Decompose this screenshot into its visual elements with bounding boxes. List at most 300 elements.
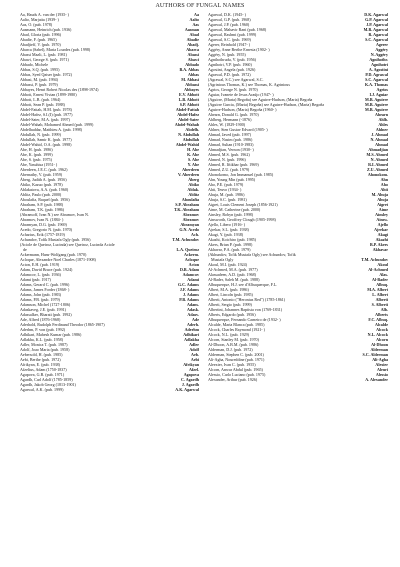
author-abbreviation: Abdelh.	[185, 127, 199, 132]
author-abbreviation: K. Abe	[187, 152, 199, 157]
author-abbreviation: J.P. Agarwal	[366, 22, 388, 27]
author-name: Abramov, Ivan N. (1884- )	[20, 217, 64, 222]
author-abbreviation: Akazhi	[375, 237, 388, 242]
author-abbreviation: L.A. Queiroz	[176, 247, 199, 252]
author-abbreviation: Alberti	[375, 297, 388, 302]
author-abbreviation: J. Ahmad	[371, 132, 388, 137]
author-abbreviation: Adolf	[189, 347, 199, 352]
author-abbreviation: Abadie	[186, 37, 199, 42]
author-name: Aigret, Louis Clement Joseph (1856-1921)	[208, 202, 278, 207]
author-abbreviation: Ahlner	[375, 127, 388, 132]
author-name: Ahonokomo, Jon Immanuel (pub. 1985)	[208, 172, 274, 177]
author-name: Agarwal, S.C. (pub. 1969)	[208, 37, 251, 42]
author-name: Agerer, Reinhold (1947- )	[208, 42, 251, 47]
author-abbreviation: Alderman	[370, 347, 388, 352]
author-abbreviation: M.R. Agarwal	[363, 27, 388, 32]
author-abbreviation: Ade	[192, 317, 199, 322]
author-name: Ahmadjian, Vernon (1930- )	[208, 147, 254, 152]
author-abbreviation: Ajrekar	[374, 227, 388, 232]
author-abbreviation: S. Abe	[187, 157, 199, 162]
author-abbreviation: Abramov	[182, 217, 199, 222]
author-name: Ainsley, Robyn (pub. 1998)	[208, 212, 254, 217]
author-name: Ahti, Teuvo (1934- )	[208, 187, 242, 192]
author-name: Ahmad, Sultan (1910-1983)	[208, 142, 254, 147]
author-abbreviation: Abawi	[187, 57, 199, 62]
author-name: Aderhold, Rudolph Ferdinand Theodor (1865-1907)	[20, 322, 105, 327]
author-abbreviation: Agerer	[375, 42, 388, 47]
author-abbreviation: Ali-Agha	[372, 357, 388, 362]
author-name: Aboulafia, Raquel (pub. 1956)	[20, 197, 70, 202]
author-name: Aebersold, H. (pub. 1985)	[20, 352, 63, 357]
author-name: Ahmad, Nasim (pub. 1986)	[208, 137, 253, 142]
author-abbreviation: Adami	[187, 277, 199, 282]
author-abbreviation: Alb.	[380, 307, 388, 312]
author-abbreviation: Z.U. Ahmed	[366, 167, 388, 172]
author-name: Ackermann, Hans-Wolfgang (pub. 1970)	[20, 252, 87, 257]
author-abbreviation: S.P. Abbott	[179, 102, 199, 107]
author-name: Aggéry, N. (pub. 1955)	[208, 52, 246, 57]
author-abbreviation: M.A. Albert	[367, 287, 388, 292]
author-abbreviation: P.B. Adams	[179, 297, 199, 302]
author-abbreviation: L. Albert	[372, 292, 388, 297]
author-name: (Abramoff, Ivan N.) see Abramov, Ivan N.	[20, 212, 89, 217]
author-abbreviation: T.M. Achundov	[361, 257, 388, 262]
author-abbreviation: Abad	[189, 32, 199, 37]
author-abbreviation: P.D. Agrawal	[365, 72, 388, 77]
author-abbreviation: Ainsw.	[376, 217, 388, 222]
author-name: Albertini, Johannes Baptista von (1769-1831)	[208, 307, 283, 312]
author-name: Alexander, Arthur (pub. 1926)	[208, 377, 258, 382]
author-abbreviation: M.B. Aguirre	[365, 102, 388, 107]
author-name: Adolf, Joao Maria (pub. 1958)	[20, 347, 70, 352]
author-abbreviation: M.S. Ahmed	[366, 152, 388, 157]
author-abbreviation: S.C. Agarwal	[365, 77, 388, 82]
author-name: Abe, K. (pub. 1999)	[20, 152, 53, 157]
author-name: Agnihothrudu, V. (pub. 1956)	[208, 57, 256, 62]
author-abbreviation: Åberg	[188, 177, 199, 182]
author-name: Ahlberg, Hermann (-1876)	[208, 117, 252, 122]
author-abbreviation: Agnihothr.	[369, 57, 388, 62]
author-abbreviation: F.C. Albuq.	[368, 317, 388, 322]
author-abbreviation: Alcorn	[376, 337, 388, 342]
author-name: Ahles, W. (1829-1900)	[208, 122, 246, 127]
author-name: Abdel-Fattah, H.M. (pub. 1978)	[20, 107, 72, 112]
author-abbreviation: J. Adams	[183, 292, 199, 297]
author-name: Abe, S. (pub. 1975)	[20, 157, 52, 162]
author-name: Abad, Gloria (pub. 1996)	[20, 32, 62, 37]
author-abbreviation: S.C. Alderman	[362, 352, 388, 357]
author-abbreviation: T.K. Abraham	[174, 207, 199, 212]
author-name: Agnihotri, V.P. (pub. 1960)	[208, 62, 252, 67]
author-abbreviation: Ahmadjian	[368, 147, 388, 152]
author-name: Abadie, F. (pub. 1965)	[20, 37, 57, 42]
author-entry	[20, 387, 199, 392]
author-abbreviation: Ablitz	[188, 192, 199, 197]
author-abbreviation: J.F. Adams	[179, 287, 199, 292]
author-name: Abdel-Hafez, S.I.(I) (pub. 1977)	[20, 112, 73, 117]
author-name: Ahmed, M.S. (pub. 1962)	[208, 152, 250, 157]
author-name: Acloque, Alexandre Noel Charles (1871-1908)	[20, 257, 96, 262]
author-abbreviation: Albuq.	[376, 282, 388, 287]
author-name: Achundov, Tofik Mustafa Ogly (pub. 1956)	[20, 237, 91, 242]
author-abbreviation: D.K. Agarwal	[364, 12, 388, 17]
author-name: Ainsworth, Geoffrey Clough (1905-1998)	[208, 217, 276, 222]
author-name: Åberg, Judith A. (pub. 1956)	[20, 177, 67, 182]
author-name: Abarca (Sabel), Maria Lourdes (pub. 1998)	[20, 47, 91, 52]
author-abbreviation: N. Ahmad	[370, 137, 388, 142]
author-name: Albuquerque, Fernando Carneiro de (1932- )	[208, 317, 281, 322]
author-name: Abbas, Syed Qaiser (pub. 1972)	[20, 72, 72, 77]
author-name: Agardh, Carl Adolf (1785-1859)	[20, 377, 73, 382]
author-name: Albert, Lincoln (pub. 1985)	[208, 292, 253, 297]
author-name: Aas, O. (pub. 1978)	[20, 22, 53, 27]
author-abbreviation: Akagi	[377, 232, 388, 237]
author-abbreviation: Abbas	[187, 72, 199, 77]
author-name: (Aguirre Garcia, (Maria) Begoña) see Aguirre-Hudson, (Maria) Begoña	[208, 102, 325, 107]
author-abbreviation: Abassi	[187, 52, 199, 57]
author-name: Aa, Hauds A. van der (1935- )	[20, 12, 69, 17]
author-name: Ahmed, R. Iftikhar (pub. 1969)	[208, 162, 259, 167]
author-abbreviation: Abadj.	[187, 42, 199, 47]
author-name: Abbassi, P. (pub. 1979)	[20, 82, 58, 87]
author-abbreviation: N. Ahmed	[370, 157, 388, 162]
author-name: Ahmad, Javed (pub. 1997)	[208, 132, 252, 137]
author-abbreviation: N.L. Alcock	[367, 332, 388, 337]
author-name: Alcalde, Maria Blanca (pub. 1985)	[208, 322, 265, 327]
author-name: Afrikyan, E. (pub. 1938)	[20, 362, 61, 367]
author-name: Agrios, George N. (pub. 1970)	[208, 87, 258, 92]
author-abbreviation: Abdel-Fattah	[175, 107, 199, 112]
author-name: Abbado, Michele	[20, 62, 49, 67]
author-name: Ablitz, Paulo (pub. 2000)	[20, 192, 62, 197]
author-abbreviation: Aa	[194, 12, 199, 17]
author-abbreviation: Adlakha	[184, 337, 199, 342]
author-abbreviation: M.B. Aguirre	[365, 107, 388, 112]
author-name: (Agrawal, S.C.) see Agarwal, S.C.	[208, 77, 264, 82]
author-name: Abassi Mazli, L. (pub. 1981)	[20, 52, 67, 57]
author-name: Abdelhaddar, Matthieu A. (pub. 1998)	[20, 127, 82, 132]
author-abbreviation: Aderhm	[184, 327, 199, 332]
author-abbreviation: Aboulafia	[181, 197, 199, 202]
author-abbreviation: Aalto	[189, 17, 199, 22]
author-name: Abdullah, Samir K. (pub. 1977)	[20, 137, 72, 142]
author-name: Adassalker, Bharati (pub. 1992)	[20, 312, 72, 317]
author-name: Ajello, Libero (1916- )	[208, 222, 246, 227]
author-name: Aguirre-Hudson, (Maria) Begoña (1960- )	[208, 107, 277, 112]
author-abbreviation: Aggéry	[375, 47, 388, 52]
author-name: Abraham, T.K. (pub. 1986)	[20, 207, 65, 212]
author-abbreviation: A. Alexander	[365, 377, 388, 382]
author-name: Al-Achmed, M.A. (pub. 1977)	[208, 267, 258, 272]
author-abbreviation: B.P. Akers	[370, 242, 388, 247]
author-name: Alassadeen, A.D. (pub. 1968)	[208, 272, 256, 277]
author-abbreviation: G.C. Adams	[177, 282, 199, 287]
author-abbreviation: R. Agarwal	[368, 32, 388, 37]
author-name: Adaskaveg, J.E. (pub. 1991)	[20, 307, 66, 312]
author-name: Agarwal, G.P. (pub. 1968)	[208, 17, 251, 22]
author-name: Ali-Agha, Noureddine (pub. 1971)	[208, 357, 265, 362]
author-name: Aleexier, Ivan C. (pub. 1955)	[208, 362, 256, 367]
author-name: de	[23, 247, 27, 252]
author-name: Abramyan, D.G. (pub. 1969)	[20, 222, 67, 227]
author-abbreviation: Akhavar	[372, 247, 388, 252]
author-abbreviation: Acloque	[184, 257, 199, 262]
author-abbreviation: Ahn	[380, 177, 388, 182]
author-abbreviation: Aleuri	[376, 367, 388, 372]
author-name: Aebi, Berthe (pub. 1972)	[20, 357, 61, 362]
author-abbreviation: Aas	[192, 22, 199, 27]
author-abbreviation: N. Aggéry	[370, 52, 388, 57]
author-abbreviation: Aeb.	[191, 352, 199, 357]
author-abbreviation: V. Aberdeen	[177, 172, 199, 177]
author-abbreviation: J. Agardh	[181, 382, 199, 387]
author-name: Abernathy, V. (pub. 1959)	[20, 172, 63, 177]
author-name: Abdullah, N. (pub. 1999)	[20, 132, 61, 137]
author-name: Adams, P.B. (pub. 1979)	[20, 297, 60, 302]
author-name: Akazhi, Koichiro (pub. 1985)	[208, 237, 256, 242]
author-abbreviation: Aho	[380, 182, 388, 187]
author-name: Ahn, Young Min (pub. 1995)	[208, 177, 256, 182]
author-abbreviation: E.V. Abbott	[178, 92, 199, 97]
author-abbreviation: Abdullah	[182, 137, 199, 142]
author-abbreviation: Agnihotri	[371, 62, 388, 67]
author-name: Abbasi, M. (pub. 1994)	[20, 77, 58, 82]
author-abbreviation: D.B. Adam	[179, 267, 199, 272]
author-name: Adlakha, K.L. (pub. 1958)	[20, 337, 64, 342]
author-name: Adler, Monica T. (pub. 1987)	[20, 342, 68, 347]
author-name: Abawi, George S. (pub. 1971)	[20, 57, 69, 62]
author-abbreviation: Ach.	[191, 232, 199, 237]
author-abbreviation: Ahti	[380, 187, 388, 192]
author-name: Agapova, G.B. (pub. 1971)	[20, 372, 65, 377]
author-name: Agarwal, Mahavir Rani (pub. 1968)	[208, 27, 267, 32]
author-abbreviation: Adask.	[186, 307, 199, 312]
author-name: Alberts, Edgardo (pub. 1956)	[208, 312, 256, 317]
author-abbreviation: Abramov	[182, 212, 199, 217]
author-abbreviation: Agrios	[376, 87, 388, 92]
author-name: Aasmann, Heinrich (pub. 1936)	[20, 27, 72, 32]
author-abbreviation: Abdel-Wahab	[174, 122, 199, 127]
author-name: Aime, M. Catherine (pub. 2000)	[208, 207, 261, 212]
author-name: Abe, Yasuhisa (1951- )	[20, 162, 58, 167]
author-name: Alderman, D.J. (pub. 1972)	[208, 347, 253, 352]
author-abbreviation: L.B. Abbott	[178, 97, 199, 102]
author-abbreviation: Afzel.	[189, 367, 199, 372]
author-abbreviation: Aderh.	[186, 322, 199, 327]
author-name: Alcorn, Anwar Abdul (pub. 1965)	[208, 367, 263, 372]
author-name: Akagi, Y. (pub. 1938)	[208, 232, 244, 237]
author-abbreviation: G.P. Agarwal	[365, 17, 388, 22]
author-abbreviation: M. Abbasi	[181, 77, 199, 82]
author-abbreviation: Agapova	[183, 372, 199, 377]
author-name: Acton, E.H. (pub. 1919)	[20, 262, 60, 267]
author-abbreviation: Ackerm.	[184, 252, 199, 257]
author-abbreviation: Acton	[188, 262, 199, 267]
author-abbreviation: Alas.	[379, 272, 388, 277]
author-abbreviation: Ahuja	[377, 197, 388, 202]
author-name: Abiko, Kazuo (pub. 1978)	[20, 182, 63, 187]
author-abbreviation: C. Agardh	[181, 377, 199, 382]
author-abbreviation: H. Abe	[187, 147, 199, 152]
author-name: Al-Dhoon, A.B.M. (pub. 1986)	[208, 342, 259, 347]
author-name: Al-Bader, Saleh M. (pub. 1988)	[208, 277, 260, 282]
author-name: Agostini, Angela (pub. 1926)	[208, 67, 256, 72]
author-abbreviation: I.J. Aguiar	[369, 92, 388, 97]
author-name: Adam, David Bruce (pub. 1924)	[20, 267, 73, 272]
author-name: Abbott, L.B. (pub. 1964)	[20, 97, 61, 102]
author-abbreviation: Alessio	[375, 372, 388, 377]
author-abbreviation: Al-Bader	[372, 277, 388, 282]
author-abbreviation: Ahlb.	[378, 117, 388, 122]
author-abbreviation: Ahles	[378, 122, 388, 127]
author-name: Adhikari, Mahesh Kumar (pub. 1986)	[20, 332, 82, 337]
author-name: (Agrinious Thomas, K.) see Thomas, K. Agrinious	[208, 82, 290, 87]
author-abbreviation: S.P. Abraham	[175, 202, 199, 207]
author-name: Aguiar, Ivanete de Jesus Araújo (1947- )	[208, 92, 274, 97]
author-name: Adams, Gerard C. (pub. 1996)	[20, 282, 70, 287]
author-abbreviation: Alcalde	[374, 322, 388, 327]
author-abbreviation: Abramyan	[180, 222, 199, 227]
author-abbreviation: Adler	[189, 342, 199, 347]
author-abbreviation: K.A. Thomas	[365, 82, 388, 87]
author-abbreviation: Alberts	[375, 312, 388, 317]
author-abbreviation: A. Agostini	[368, 67, 388, 72]
author-abbreviation: Ablak.	[187, 187, 199, 192]
author-abbreviation: M.B. Aguirre	[365, 97, 388, 102]
author-name: Agarwal, Rashmi (pub. 1999)	[208, 32, 257, 37]
author-name: Adami (pub. 1917)	[20, 277, 51, 282]
author-name: Agardh, Jakob Georg (1813-1901)	[20, 382, 76, 387]
author-name: Akers, Brian P. (pub. 1998)	[208, 242, 253, 247]
author-name: Ahlner, Sten Gustav Edvard (1905- )	[208, 127, 268, 132]
author-name: Acharius, Erik (1757-1819)	[20, 232, 65, 237]
author-abbreviation: Aigret	[377, 202, 388, 207]
author-name: Agarwal, A.K. (pub. 1999)	[20, 387, 64, 392]
author-name: Abbayes, Henri Robert Nicolas des (1898-1974)	[20, 87, 99, 92]
author-abbreviation: Abdel-Sater	[178, 117, 199, 122]
author-name: Aberdeen, J.E.C. (pub. 1962)	[20, 167, 68, 172]
author-name: Mustafa Ogly	[211, 257, 234, 262]
author-abbreviation: Adans.	[186, 302, 199, 307]
author-name: Adamcov, L. (pub. 1936)	[20, 272, 61, 277]
author-name: Ahmed, Z.U. (pub. 1979)	[208, 167, 250, 172]
right-column	[208, 12, 388, 382]
author-name: Acedo, Gregorio N. (pub. 1970)	[20, 227, 73, 232]
author-name: Abdel-Wahab, Mohamed Ahmed (pub. 1999)	[20, 122, 94, 127]
author-name: Abbott, Sean P. (pub. 1988)	[20, 102, 65, 107]
author-abbreviation: S.C. Agarwal	[365, 37, 388, 42]
author-abbreviation: Alcock	[376, 327, 388, 332]
author-name: Adams, James Forder (1868- )	[20, 287, 70, 292]
author-name: Ahuja, M. (pub. 1986)	[208, 192, 245, 197]
author-abbreviation: Al-Achmed	[368, 267, 388, 272]
author-abbreviation: Adamcov	[182, 272, 199, 277]
page-title: AUTHORS OF FUNGAL NAMES	[155, 3, 245, 9]
author-abbreviation: G.N. Acedo	[179, 227, 199, 232]
author-name: Ajrekar, S.L. (pub. 1938)	[208, 227, 249, 232]
author-abbreviation: Ainsley	[375, 212, 388, 217]
author-name: Aggéry, Anne Berthe Ernesta (1902- )	[208, 47, 270, 52]
author-abbreviation: Alexier	[375, 362, 388, 367]
author-name: Alcock, N.L. (pub. 1929)	[208, 332, 250, 337]
author-name: Afzelius, Adam (1750-1837)	[20, 367, 67, 372]
author-abbreviation: Abdel-Wahid	[175, 142, 199, 147]
author-name: Abbott, Ernest Vivian (1899-1980)	[20, 92, 77, 97]
author-abbreviation: Ahonokom.	[367, 172, 388, 177]
author-name: Agrawal, P.D. (pub. 1972)	[208, 72, 251, 77]
left-column	[20, 12, 199, 392]
author-name: Agarwal, J.P. (pub. 1960)	[208, 22, 250, 27]
author-abbreviation: Afrikyan	[183, 362, 199, 367]
author-name: Abdel-Wahid, O.A. (pub. 1998)	[20, 142, 72, 147]
author-abbreviation: Aime	[378, 207, 388, 212]
author-abbreviation: Abbado	[185, 62, 199, 67]
author-name: Alcock, Charles Raymond (1921- )	[208, 327, 265, 332]
author-name: Ablakatova, A.A. (pub. 1960)	[20, 187, 69, 192]
author-abbreviation: Abbayes	[184, 87, 199, 92]
author-abbreviation: Ajello	[377, 222, 388, 227]
author-abbreviation: Abarca	[186, 47, 199, 52]
author-abbreviation: Aasman	[184, 27, 199, 32]
author-name: Abadjieff, V. (pub. 1970)	[20, 42, 61, 47]
author-name: (Aciole de Queiroz, Lucinda) see Queiroz, Lucinda Aciole	[20, 242, 115, 247]
author-abbreviation: Ahmad	[375, 142, 388, 147]
author-name: Ahuja, S.C. (pub. 1981)	[208, 197, 247, 202]
author-name: Agarwal, D.K. (1945- )	[208, 12, 246, 17]
author-name: (Akhundov, Tofik Mustafa Ogly) see Achundov, Tofik	[208, 252, 296, 257]
author-name: Abraham, S.P. (pub. 1988)	[20, 202, 64, 207]
author-name: Alderman, Stephen C. (pub. 2001)	[208, 352, 264, 357]
author-name: Aho, P.E. (pub. 1979)	[208, 182, 244, 187]
author-name: Ahearn, Donald G. (pub. 1970)	[208, 112, 259, 117]
author-abbreviation: Abdel-Hafez	[177, 112, 199, 117]
author-name: Abbas, S.Q. (pub. 1995)	[20, 67, 60, 72]
author-abbreviation: Abbassi	[185, 82, 199, 87]
author-name: Adamson, Michel (1727-1806)	[20, 302, 71, 307]
author-abbreviation: S. Alberti	[371, 302, 388, 307]
author-name: Albert, M.A. (pub. 1986)	[208, 287, 249, 292]
author-abbreviation: Adhikari	[183, 332, 199, 337]
author-abbreviation: Ahearn	[374, 112, 388, 117]
author-name: Adams, John (pub. 1983)	[20, 292, 62, 297]
author-name: Alberti, Sergio (pub. 1999)	[208, 302, 252, 307]
author-abbreviation: Abiko	[188, 182, 199, 187]
author-name: (Aguirre, (Marta) Begoña) see Aguirre-Hudson, (Maria) Begoña	[208, 97, 313, 102]
author-name: Albuquerque, H.J. see d'Albuquerque, F.L.	[208, 282, 278, 287]
author-name: Abdel-Sater, M.A. (pub. 1997)	[20, 117, 70, 122]
author-name: Alcorn, Stanley M. (pub. 1970)	[208, 337, 259, 342]
author-name: Abe, H. (pub. 1986)	[20, 147, 53, 152]
author-entry	[208, 377, 388, 382]
author-name: Akhavar, P.A. (pub. 1979)	[208, 247, 251, 252]
author-abbreviation: M. Ahuja	[371, 192, 388, 197]
author-name: Akoul, M.I. (pub. 1924)	[208, 262, 248, 267]
author-abbreviation: R.I. Ahmed	[368, 162, 388, 167]
author-abbreviation: Al-Dhoon	[371, 342, 388, 347]
author-abbreviation: N. Abdullah	[178, 132, 199, 137]
author-name: Aderhm, P. von (pub. 1992)	[20, 327, 66, 332]
author-abbreviation: Adasv.	[187, 312, 199, 317]
author-abbreviation: B.A. Abbas	[179, 67, 199, 72]
author-abbreviation: Y. Abe	[187, 162, 199, 167]
author-abbreviation: Akoul	[377, 262, 388, 267]
author-abbreviation: Aberdeen	[182, 167, 199, 172]
author-name: Ahmed, N. (pub. 1996)	[208, 157, 246, 162]
author-name: Alberti, Antonio ("Heronius Red") (1785-1861)	[208, 297, 286, 302]
author-name: Aalto, Marjatta (1939- )	[20, 17, 59, 22]
author-name: Ade, Alfred (1876-1968)	[20, 317, 61, 322]
author-abbreviation: T.M. Achundov	[172, 237, 199, 242]
